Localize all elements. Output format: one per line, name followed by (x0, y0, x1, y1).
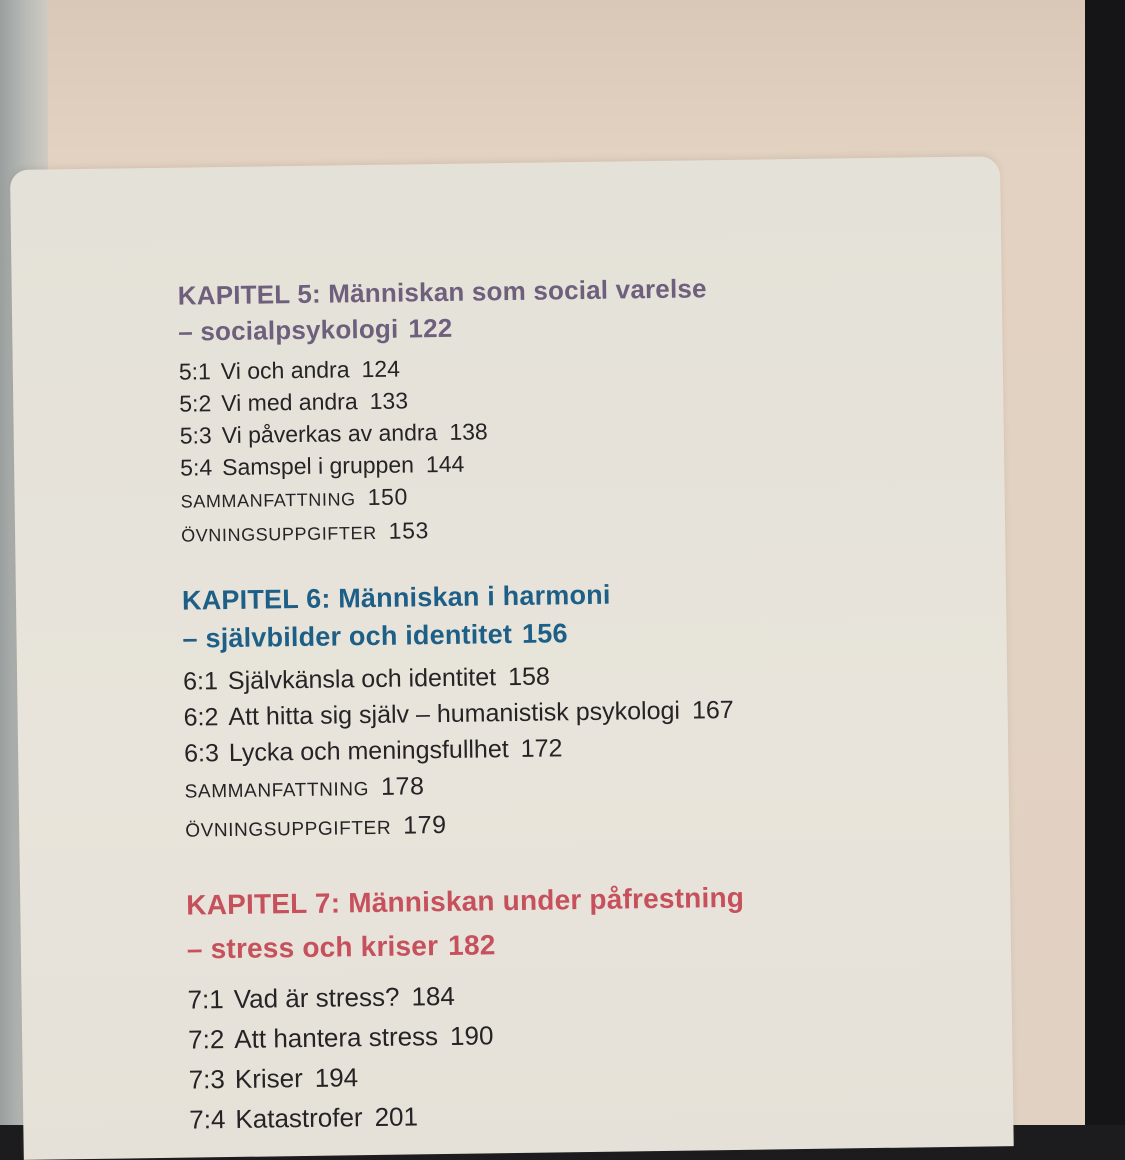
section-number: 6:2 (183, 703, 219, 732)
extra-page: 150 (367, 483, 409, 511)
chapter-title: KAPITEL 6: Människan i harmoni (181, 579, 611, 616)
section-number: 7:3 (188, 1064, 226, 1095)
section-page: 172 (520, 734, 563, 763)
section-page: 184 (411, 980, 456, 1012)
section-title: Samspel i gruppen (221, 451, 415, 481)
section-page: 201 (374, 1101, 419, 1133)
section-page: 158 (507, 662, 551, 692)
section-title: Vi med andra (221, 388, 358, 417)
chapter-7 (186, 874, 890, 1140)
extra-label: ÖVNINGSUPPGIFTER (180, 522, 377, 546)
extra-label: SAMMANFATTNING (184, 779, 370, 803)
chapter-title: KAPITEL 7: Människan under påfrestning (186, 881, 745, 921)
chapter-heading (178, 268, 879, 350)
dark-background (1085, 0, 1125, 1125)
chapter-6 (182, 572, 886, 850)
chapter-page: 182 (447, 929, 496, 961)
extra-page: 153 (388, 517, 430, 544)
section-title: Lycka och meningsfullhet (228, 735, 509, 767)
chapter-5 (178, 268, 882, 552)
section-title: Vi och andra (220, 356, 350, 385)
extra-page: 178 (380, 772, 425, 801)
section-title: Vi påverkas av andra (221, 419, 438, 449)
section-page: 194 (314, 1062, 359, 1093)
section-page: 167 (691, 695, 734, 725)
exercises-entry (185, 801, 885, 850)
chapter-page: 156 (521, 618, 568, 649)
extra-label: SAMMANFATTNING (180, 489, 356, 512)
section-number: 6:1 (182, 667, 219, 696)
section-page: 144 (425, 450, 465, 478)
section-title: Vad är stress? (233, 981, 400, 1014)
extra-label: ÖVNINGSUPPGIFTER (185, 817, 392, 842)
chapter-page: 122 (408, 312, 453, 344)
section-number: 5:3 (179, 422, 212, 449)
section-title: Att hitta sig själv – humanistisk psykologi (228, 696, 681, 732)
section-number: 7:1 (187, 984, 224, 1015)
toc-panel (10, 156, 1014, 1160)
section-number: 5:4 (179, 454, 213, 481)
chapter-heading (186, 874, 887, 972)
show-through-text (560, 10, 940, 140)
chapter-title: KAPITEL 5: Människan som social varelse (177, 273, 707, 311)
chapter-subtitle: – socialpsykologi (178, 313, 399, 347)
table-of-contents (178, 268, 890, 1140)
section-page: 133 (369, 387, 409, 414)
chapter-heading (182, 572, 883, 658)
section-number: 7:4 (189, 1104, 226, 1135)
section-page: 138 (449, 418, 488, 445)
section-number: 6:3 (183, 739, 220, 768)
section-title: Självkänsla och identitet (227, 663, 497, 696)
section-title: Att hantera stress (234, 1021, 439, 1054)
chapter-subtitle: – stress och kriser (186, 930, 439, 965)
chapter-subtitle-line (187, 918, 888, 972)
section-title: Kriser (234, 1063, 303, 1094)
section-number: 5:1 (178, 358, 211, 385)
extra-page: 179 (402, 810, 447, 840)
section-number: 7:2 (187, 1024, 225, 1055)
section-page: 124 (361, 355, 401, 383)
section-title: Katastrofer (235, 1102, 363, 1134)
section-page: 190 (449, 1020, 494, 1051)
chapter-subtitle: – självbilder och identitet (182, 619, 513, 654)
toc-entry (189, 1090, 889, 1140)
section-number: 5:2 (179, 390, 212, 417)
